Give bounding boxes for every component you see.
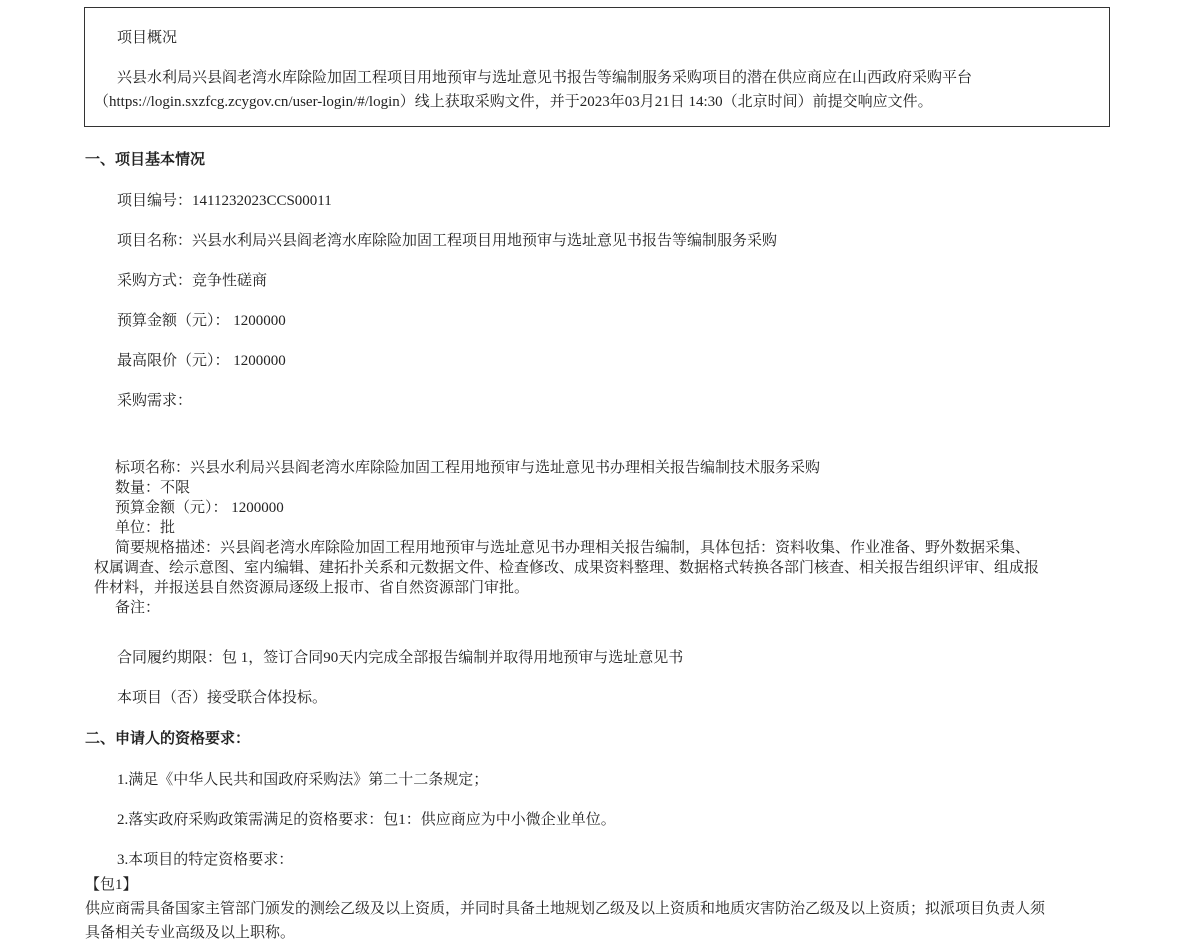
budget-amount: 预算金额（元）： 1200000 <box>117 313 286 329</box>
contract-period: 合同履约期限：包 1，签订合同90天内完成全部报告编制并取得用地预审与选址意见书 <box>117 650 684 666</box>
lot-spec-line1: 简要规格描述：兴县阎老湾水库除险加固工程用地预审与选址意见书办理相关报告编制，具体包括：资料收集、作业准备、野外数据采集、 <box>115 540 1031 556</box>
overview-heading: 项目概况 <box>117 30 178 46</box>
overview-text-line2: （https://login.sxzfcg.zcygov.cn/user-login/#/login）线上获取采购文件，并于2023年03月21日 14:30（北京时间）前提交响应文件。 <box>94 94 933 110</box>
qualification-requirement-2: 2.落实政府采购政策需满足的资格要求：包1：供应商应为中小微企业单位。 <box>117 812 616 828</box>
lot-budget: 预算金额（元）： 1200000 <box>115 500 284 516</box>
qualification-requirement-1: 1.满足《中华人民共和国政府采购法》第二十二条规定； <box>117 772 489 788</box>
lot-remarks: 备注： <box>115 600 161 616</box>
section-qualification-heading: 二、申请人的资格要求： <box>85 731 251 747</box>
lot-quantity: 数量：不限 <box>115 480 191 496</box>
project-number: 项目编号：1411232023CCS00011 <box>117 193 332 209</box>
section-basic-info-heading: 一、项目基本情况 <box>85 152 206 168</box>
max-price: 最高限价（元）： 1200000 <box>117 353 286 369</box>
procurement-method: 采购方式：竞争性磋商 <box>117 273 268 289</box>
lot-unit: 单位：批 <box>115 520 176 536</box>
overview-text-line1: 兴县水利局兴县阎老湾水库除险加固工程项目用地预审与选址意见书报告等编制服务采购项目的潜在供应商应在山西政府采购平台 <box>117 70 973 86</box>
project-name: 项目名称：兴县水利局兴县阎老湾水库除险加固工程项目用地预审与选址意见书报告等编制服务采购 <box>117 233 778 249</box>
qualification-requirement-3: 3.本项目的特定资格要求： <box>117 852 294 868</box>
lot-1-requirement-line1: 供应商需具备国家主管部门颁发的测绘乙级及以上资质，并同时具备土地规划乙级及以上资质和地质灾害防治乙级及以上资质；拟派项目负责人须 <box>85 901 1046 917</box>
lot-spec-line3: 件材料，并报送县自然资源局逐级上报市、省自然资源部门审批。 <box>94 580 530 596</box>
consortium-notice: 本项目（否）接受联合体投标。 <box>117 690 328 706</box>
lot-1-label: 【包1】 <box>85 877 138 893</box>
requirements-label: 采购需求： <box>117 393 193 409</box>
lot-spec-line2: 权属调查、绘示意图、室内编辑、建拓扑关系和元数据文件、检查修改、成果资料整理、数据格式转换各部门核查、相关报告组织评审、组成报 <box>94 560 1040 576</box>
lot-name: 标项名称：兴县水利局兴县阎老湾水库除险加固工程用地预审与选址意见书办理相关报告编制技术服务采购 <box>115 460 821 476</box>
lot-1-requirement-line2: 具备相关专业高级及以上职称。 <box>85 925 296 941</box>
